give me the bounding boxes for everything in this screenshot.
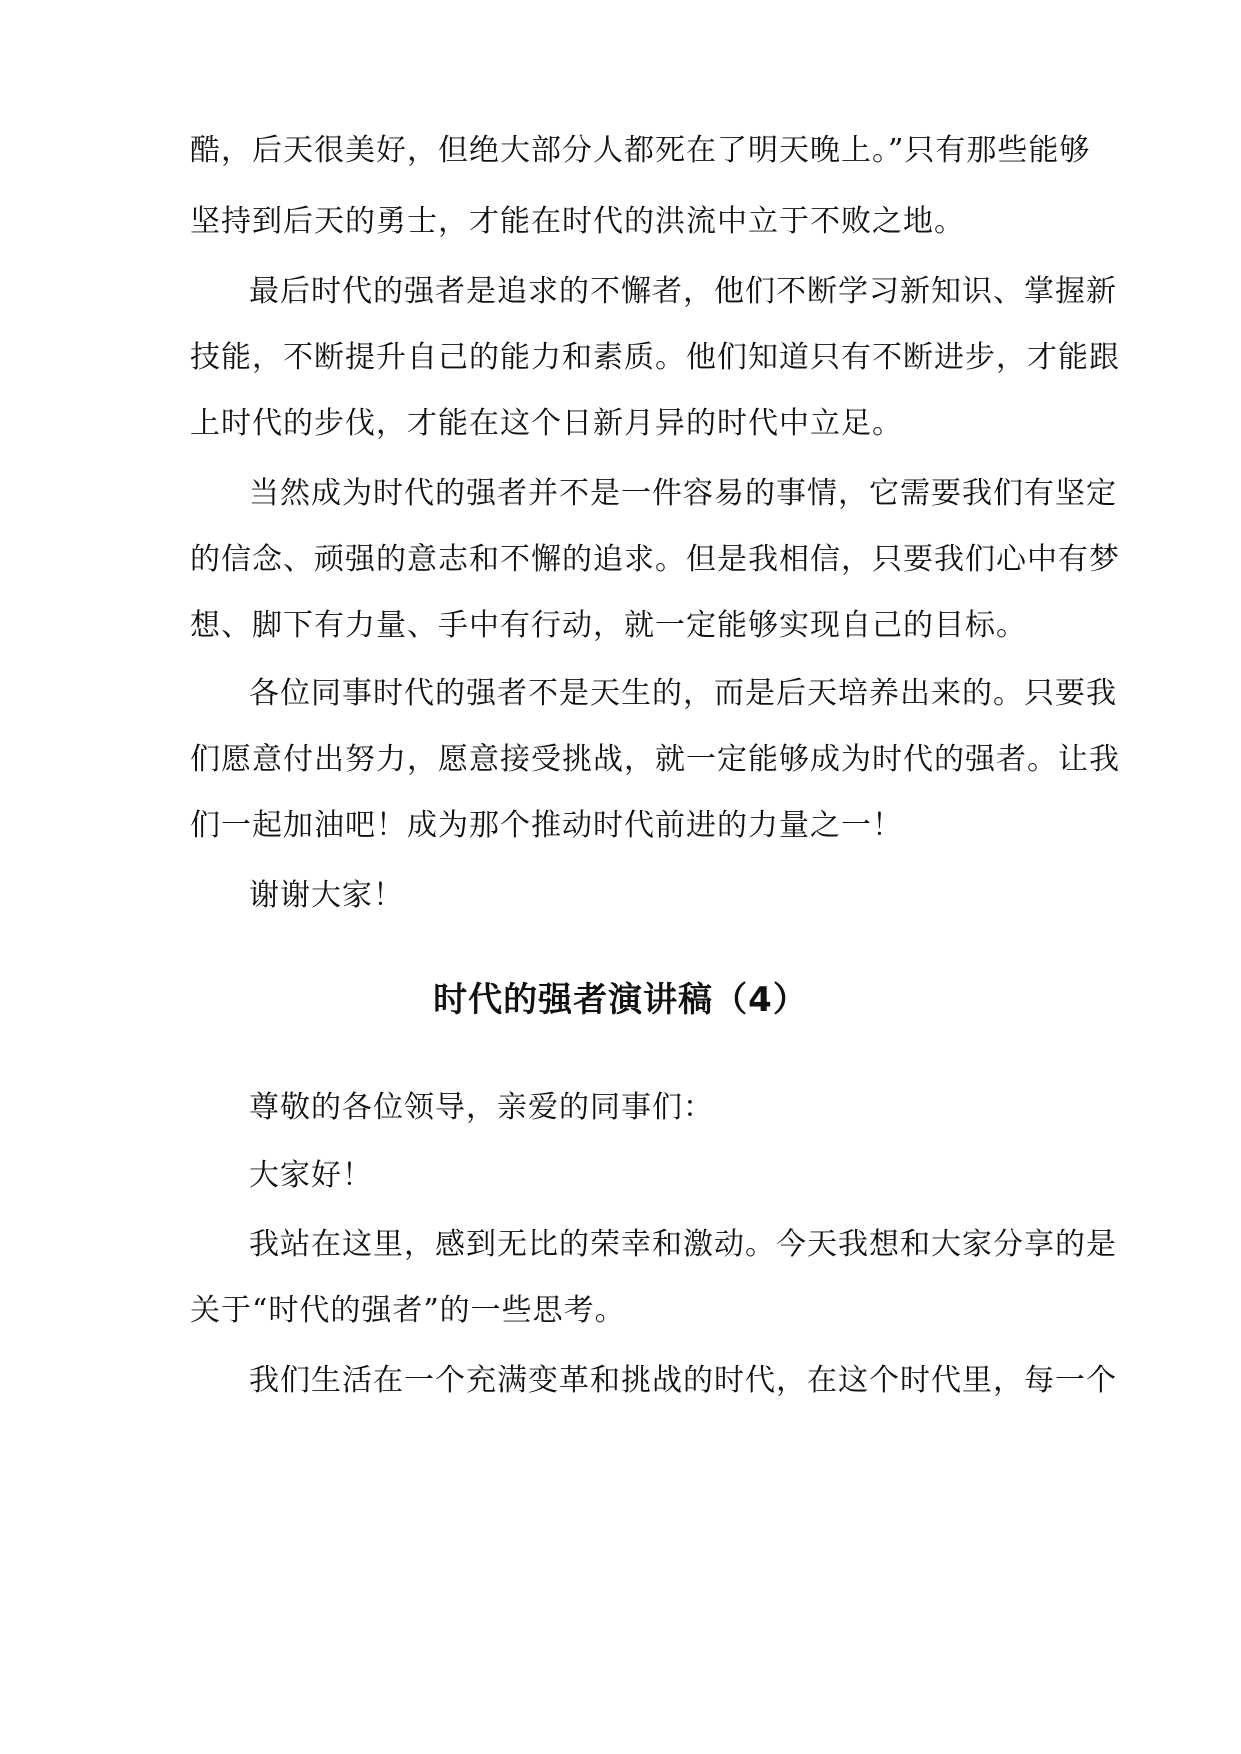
body-line: 关于“时代的强者”的一些思考。	[190, 1293, 626, 1328]
body-line: 坚持到后天的勇士，才能在时代的洪流中立于不败之地。	[190, 204, 965, 239]
body-line: 上时代的步伐，才能在这个日新月异的时代中立足。	[190, 406, 903, 441]
body-line: 们一起加油吧！成为那个推动时代前进的力量之一！	[190, 808, 903, 843]
body-line: 谢谢大家！	[249, 878, 404, 913]
body-line: 尊敬的各位领导，亲爱的同事们：	[249, 1090, 714, 1125]
body-line: 的信念、顽强的意志和不懈的追求。但是我相信，只要我们心中有梦	[190, 542, 1120, 577]
body-line: 我站在这里，感到无比的荣幸和激动。今天我想和大家分享的是	[249, 1227, 1117, 1262]
body-line: 酷，后天很美好，但绝大部分人都死在了明天晚上。”只有那些能够	[190, 133, 1091, 168]
body-line: 当然成为时代的强者并不是一件容易的事情，它需要我们有坚定	[249, 476, 1117, 511]
body-line: 各位同事时代的强者不是天生的，而是后天培养出来的。只要我	[249, 676, 1117, 711]
body-line: 技能，不断提升自己的能力和素质。他们知道只有不断进步，才能跟	[190, 340, 1120, 375]
body-line: 们愿意付出努力，愿意接受挑战，就一定能够成为时代的强者。让我	[190, 742, 1120, 777]
body-line: 想、脚下有力量、手中有行动，就一定能够实现自己的目标。	[190, 608, 1027, 643]
body-line: 我们生活在一个充满变革和挑战的时代，在这个时代里，每一个	[249, 1363, 1117, 1398]
section-heading: 时代的强者演讲稿（4）	[433, 980, 808, 1020]
body-line: 大家好！	[249, 1158, 373, 1193]
body-line: 最后时代的强者是追求的不懈者，他们不断学习新知识、掌握新	[249, 274, 1117, 309]
